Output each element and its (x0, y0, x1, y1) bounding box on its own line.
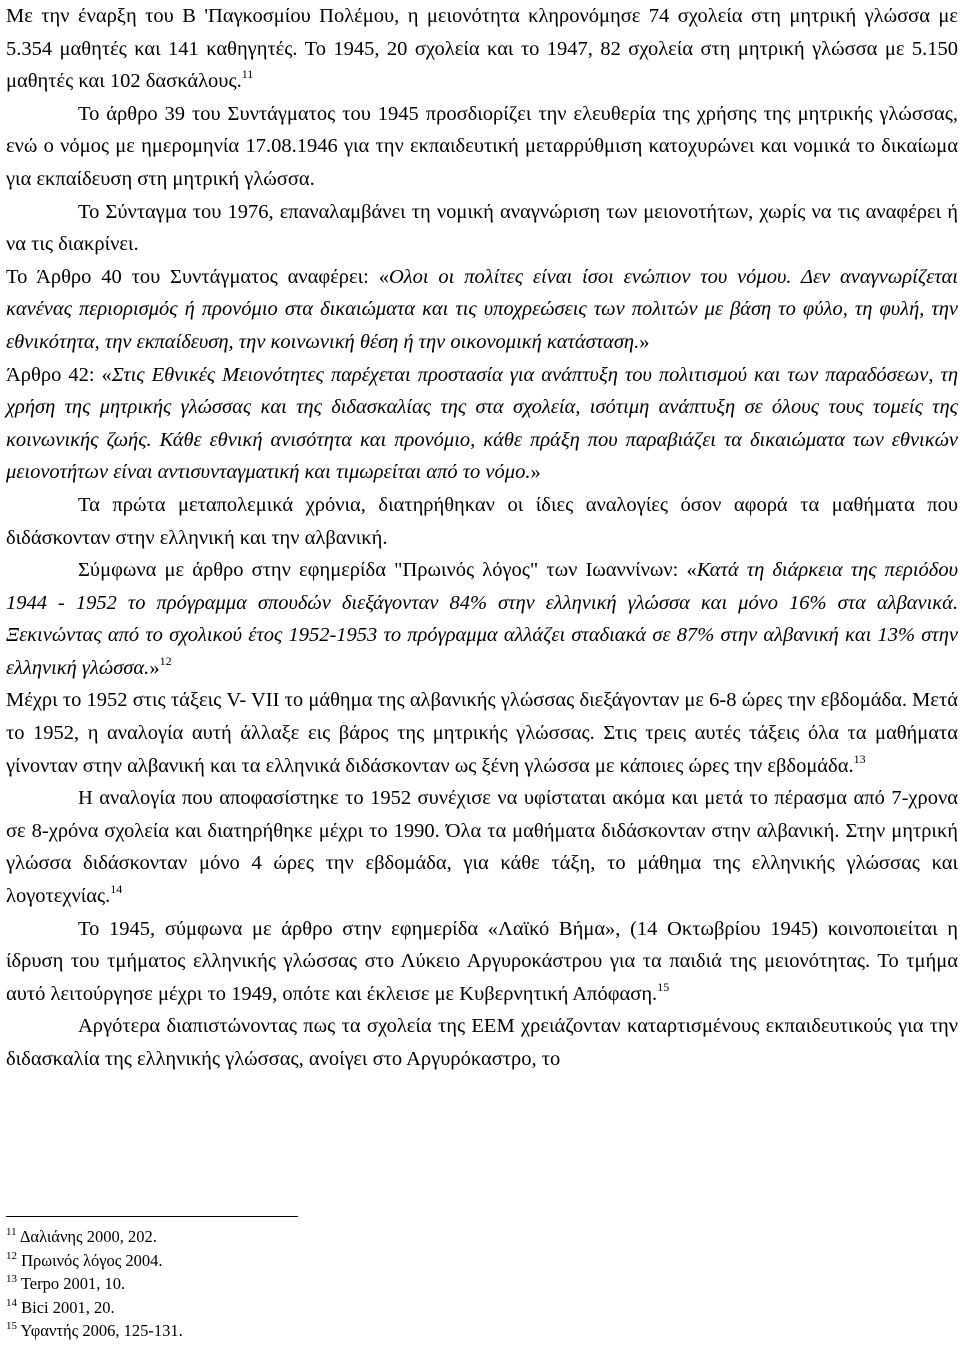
paragraph: Σύμφωνα με άρθρο στην εφημερίδα "Πρωινός λόγος" των Ιωαννίνων: «Κατά τη διάρκεια της περιόδου 1944 - 1952 το πρόγραμμα σπουδών διεξάγονταν 84% στην ελληνική γλώσσα και μόνο 16% στα αλβανικά. Ξεκινώντας από το σχολικού έτος 1952-1953 το πρόγραμμα αλλάζει σταδιακά σε 87% στην αλβανική και 13% στην ελληνική γλώσσα.»$^{12}$ (6, 559, 958, 679)
quote-text: Ολοι οι πολίτες είναι ίσοι ενώπιον του νόμου. Δεν αναγνωρίζεται κανένας περιορισμός ή προνόμιο στα δικαιώματα και τις υποχρεώσεις των πολιτών με βάση το φύλο, τη φυλή, την εθνικότητα, την εκπαίδευση, την κοινωνική θέση ή την οικονομική κατάσταση. (6, 265, 958, 353)
quote-text: Κατά τη διάρκεια της περιόδου 1944 - 1952 το πρόγραμμα σπουδών διεξάγονταν 84% στην ελληνική γλώσσα και μόνο 16% στα αλβανικά. Ξεκινώντας από το σχολικού έτος 1952-1953 το πρόγραμμα αλλάζει σταδιακά σε 87% στην αλβανική και 13% στην ελληνική γλώσσα. (6, 559, 958, 679)
footnotes (6, 1225, 606, 1343)
quote-text: Στις Εθνικές Μειονότητες παρέχεται προστασία για ανάπτυξη του πολιτισμού και των παραδόσεων, τη χρήση της μητρικής γλώσσας και της διδασκαλίας της στα σχολεία, ισότιμη ανάπτυξη σε όλους τους τομείς της κοινωνικής ζωής. Κάθε εθνική ανισότητα και προνόμιο, κάθε πράξη που παραβιάζει τα δικαιώματα των εθνικών μειονοτήτων είναι αντισυνταγματική και τιμωρείται από το νόμο. (6, 363, 958, 484)
footnote-divider (6, 1216, 298, 1217)
footnote-ref: 11 (241, 67, 254, 82)
paragraph: Αργότερα διαπιστώνοντας πως τα σχολεία της ΕΕΜ χρειάζονταν καταρτισμένους εκπαιδευτικούς για την διδασκαλία της ελληνικής γλώσσας, ανοίγει στο Αργυρόκαστρο, το (6, 1015, 958, 1070)
footnote-item: $^{13}$ Terpo 2001, 10. (6, 1273, 126, 1294)
paragraph: Το Άρθρο 40 του Συντάγματος αναφέρει: «Ολοι οι πολίτες είναι ίσοι ενώπιον του νόμου. Δεν αναγνωρίζεται κανένας περιορισμός ή προνόμιο στα δικαιώματα και τις υποχρεώσεις των πολιτών με βάση το φύλο, τη φυλή, την εθνικότητα, την εκπαίδευση, την κοινωνική θέση ή την οικονομική κατάσταση.» (6, 265, 958, 353)
footnote-ref: 12 (159, 653, 172, 668)
footnote-ref: 15 (657, 979, 670, 994)
footnote-item: $^{15}$ Υφαντής 2006, 125-131. (6, 1320, 183, 1341)
footnote-item: $^{11}$ Δαλιάνης 2000, 202. (6, 1226, 157, 1246)
paragraph: Μέχρι το 1952 στις τάξεις V- VII το μάθημα της αλβανικής γλώσσας διεξάγονταν με 6-8 ώρες την εβδομάδα. Μετά το 1952, η αναλογία αυτή άλλαξε εις βάρος της μητρικής γλώσσας. Στις τρεις αυτές τάξεις όλα τα μαθήματα γίνονταν στην αλβανική και τα ελληνικά διδάσκονταν ως ξένη γλώσσα με κάποιες ώρες την εβδομάδα.$^{13}$ (6, 689, 958, 777)
footnote-ref: 14 (110, 882, 123, 897)
paragraph: Άρθρο 42: «Στις Εθνικές Μειονότητες παρέχεται προστασία για ανάπτυξη του πολιτισμού και των παραδόσεων, τη χρήση της μητρικής γλώσσας και της διδασκαλίας της στα σχολεία, ισότιμη ανάπτυξη σε όλους τους τομείς της κοινωνικής ζωής. Κάθε εθνική ανισότητα και προνόμιο, κάθε πράξη που παραβιάζει τα δικαιώματα των εθνικών μειονοτήτων είναι αντισυνταγματική και τιμωρείται από το νόμο.» (6, 363, 958, 484)
footnote-item: $^{14}$ Bici 2001, 20. (6, 1296, 115, 1317)
paragraph: Η αναλογία που αποφασίστηκε το 1952 συνέχισε να υφίσταται ακόμα και μετά το πέρασμα από 7-χρονα σε 8-χρόνα σχολεία και διατηρήθηκε μέχρι το 1990. Όλα τα μαθήματα διδάσκονταν στην αλβανική. Στην μητρική γλώσσα διδάσκονταν μόνο 4 ώρες την εβδομάδα, για κάθε τάξη, το μάθημα της ελληνικής γλώσσας και λογοτεχνίας.$^{14}$ (6, 787, 958, 908)
body-text (6, 0, 958, 1076)
paragraph: Τα πρώτα μεταπολεμικά χρόνια, διατηρήθηκαν οι ίδιες αναλογίες όσον αφορά τα μαθήματα που διδάσκονταν στην ελληνική και την αλβανική. (6, 493, 958, 549)
paragraph: Με την έναρξη του Β 'Παγκοσμίου Πολέμου, η μειονότητα κληρονόμησε 74 σχολεία στη μητρική γλώσσα με 5.354 μαθητές και 141 καθηγητές. Το 1945, 20 σχολεία και το 1947, 82 σχολεία στη μητρική γλώσσα με 5.150 μαθητές και 102 δασκάλους.$^{11}$ (6, 5, 958, 93)
footnote-item: $^{12}$ Πρωινός λόγος 2004. (6, 1249, 163, 1270)
footnote-ref: 13 (853, 751, 866, 766)
paragraph: Το άρθρο 39 του Συντάγματος του 1945 προσδιορίζει την ελευθερία της χρήσης της μητρικής γλώσσας, ενώ ο νόμος με ημερομηνία 17.08.1946 για την εκπαιδευτική μεταρρύθμιση κατοχυρώνει και νομικά το δικαίωμα για εκπαίδευση στη μητρική γλώσσα. (6, 102, 958, 190)
paragraph: Το 1945, σύμφωνα με άρθρο στην εφημερίδα «Λαϊκό Βήμα», (14 Οκτωβρίου 1945) κοινοποιείται η ίδρυση του τμήματος ελληνικής γλώσσας στο Λύκειο Αργυροκάστρου για τα παιδιά της μειονότητας. Το τμήμα αυτό λειτούργησε μέχρι το 1949, οπότε και έκλεισε με Κυβερνητική Απόφαση.$^{15}$ (6, 917, 958, 1005)
paragraph: Το Σύνταγμα του 1976, επαναλαμβάνει τη νομική αναγνώριση των μειονοτήτων, χωρίς να τις αναφέρει ή να τις διακρίνει. (6, 200, 958, 256)
